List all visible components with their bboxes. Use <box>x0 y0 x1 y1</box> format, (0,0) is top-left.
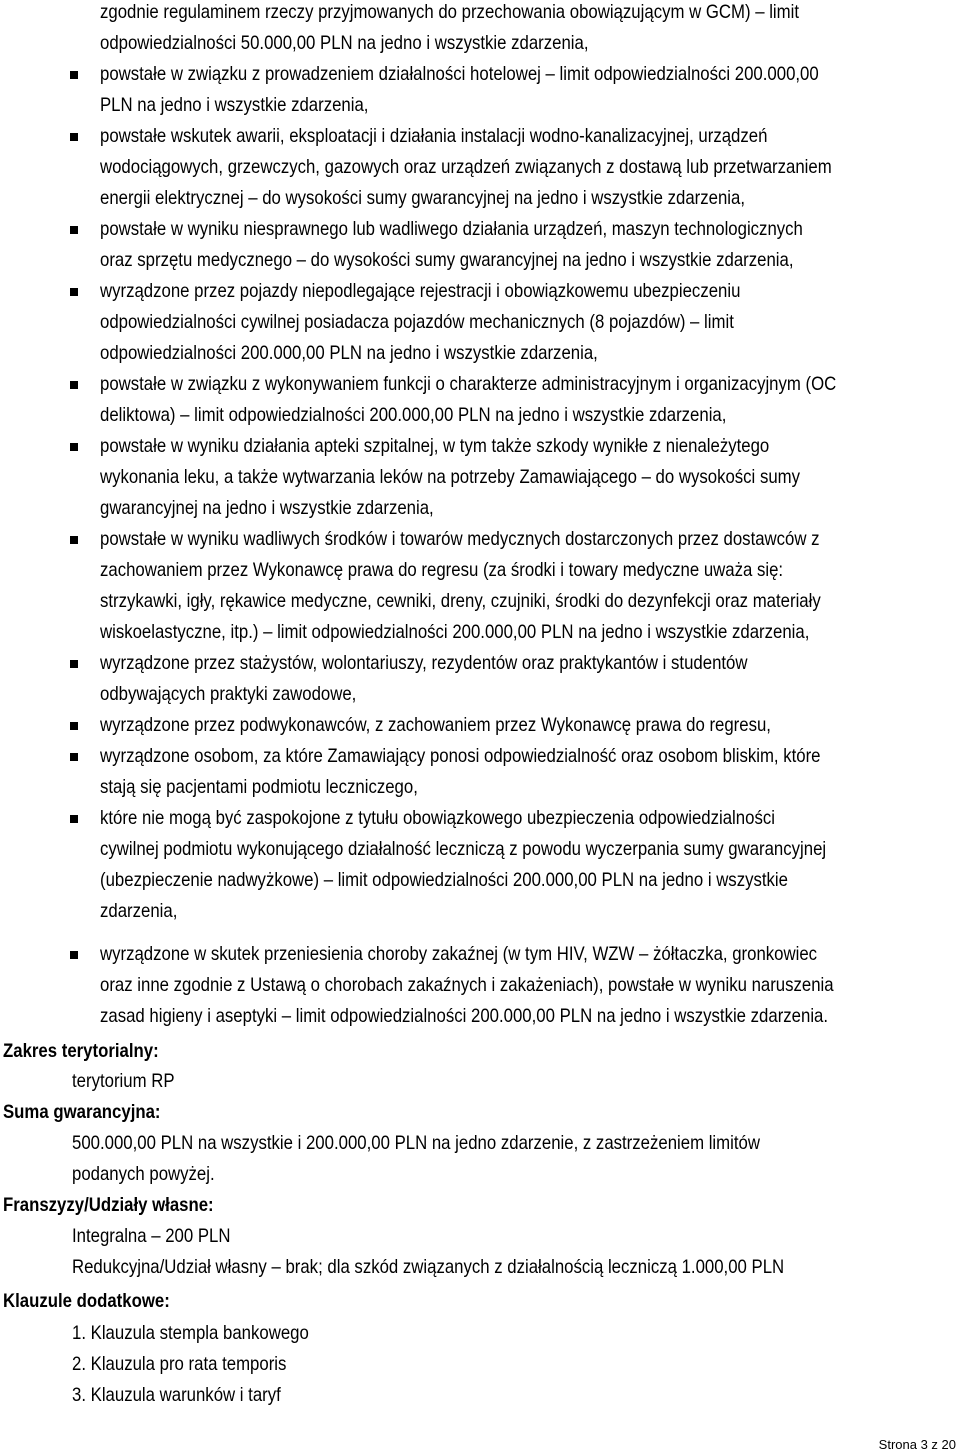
list-item-line: wyrządzone przez stażystów, wolontariuszy, rezydentów oraz praktykantów i studentów <box>100 652 748 674</box>
list-item-line: zdarzenia, <box>100 900 178 922</box>
section-body-line: 500.000,00 PLN na wszystkie i 200.000,00 PLN na jedno zdarzenie, z zastrzeżeniem limitów <box>72 1132 760 1154</box>
list-item-line: zgodnie regulaminem rzeczy przyjmowanych do przechowania obowiązującym w GCM) – limit <box>100 1 800 23</box>
list-item-line: wodociągowych, grzewczych, gazowych oraz urządzeń związanych z dostawą lub przetwarzaniem <box>100 156 832 178</box>
clause-item: 1. Klauzula stempla bankowego <box>72 1322 309 1344</box>
section-heading-sum-insured: Suma gwarancyjna: <box>3 1101 161 1123</box>
bullet-marker <box>70 951 78 959</box>
list-item-line: gwarancyjnej na jedno i wszystkie zdarzenia, <box>100 497 434 519</box>
list-item-line: wiskoelastyczne, itp.) – limit odpowiedzialności 200.000,00 PLN na jedno i wszystkie zdarzenia, <box>100 621 810 643</box>
list-item-line: zachowaniem przez Wykonawcę prawa do regresu (za środki i towary medyczne uważa się: <box>100 559 784 581</box>
section-body-line: Integralna – 200 PLN <box>72 1225 231 1247</box>
list-item-line: wyrządzone przez pojazdy niepodlegające rejestracji i obowiązkowemu ubezpieczeniu <box>100 280 741 302</box>
list-item-line: odpowiedzialności 200.000,00 PLN na jedno i wszystkie zdarzenia, <box>100 342 598 364</box>
list-item-line: powstałe w wyniku niesprawnego lub wadliwego działania urządzeń, maszyn technologicznych <box>100 218 803 240</box>
list-item-line: strzykawki, igły, rękawice medyczne, cewniki, dreny, czujniki, środki do dezynfekcji oraz materiały <box>100 590 821 612</box>
list-item-line: energii elektrycznej – do wysokości sumy gwarancyjnej na jedno i wszystkie zdarzenia, <box>100 187 746 209</box>
section-body-line: Redukcyjna/Udział własny – brak; dla szkód związanych z działalnością leczniczą 1.000,00 PLN <box>72 1256 785 1278</box>
bullet-marker <box>70 288 78 296</box>
list-item-line: powstałe w wyniku działania apteki szpitalnej, w tym także szkody wynikłe z nienależytego <box>100 435 770 457</box>
bullet-marker <box>70 722 78 730</box>
list-item-line: (ubezpieczenie nadwyżkowe) – limit odpowiedzialności 200.000,00 PLN na jedno i wszystkie <box>100 869 788 891</box>
bullet-marker <box>70 815 78 823</box>
bullet-marker <box>70 381 78 389</box>
list-item-line: wyrządzone osobom, za które Zamawiający ponosi odpowiedzialność oraz osobom bliskim, które <box>100 745 821 767</box>
list-item-line: deliktowa) – limit odpowiedzialności 200.000,00 PLN na jedno i wszystkie zdarzenia, <box>100 404 727 426</box>
list-item-line: wyrządzone w skutek przeniesienia choroby zakaźnej (w tym HIV, WZW – żółtaczka, gronkowiec <box>100 943 818 965</box>
page-number: Strona 3 z 20 <box>878 1437 956 1452</box>
list-item-line: odpowiedzialności cywilnej posiadacza pojazdów mechanicznych (8 pojazdów) – limit <box>100 311 734 333</box>
section-heading-clauses: Klauzule dodatkowe: <box>3 1290 170 1312</box>
list-item-line: oraz inne zgodnie z Ustawą o chorobach zakaźnych i zakażeniach), powstałe w wyniku naruszenia <box>100 974 834 996</box>
section-heading-territory: Zakres terytorialny: <box>3 1040 159 1062</box>
list-item-line: odpowiedzialności 50.000,00 PLN na jedno i wszystkie zdarzenia, <box>100 32 589 54</box>
list-item-line: powstałe w związku z prowadzeniem działalności hotelowej – limit odpowiedzialności 200.000,00 <box>100 63 819 85</box>
clause-item: 3. Klauzula warunków i taryf <box>72 1384 281 1406</box>
list-item-line: powstałe w wyniku wadliwych środków i towarów medycznych dostarczonych przez dostawców z <box>100 528 820 550</box>
clause-item: 2. Klauzula pro rata temporis <box>72 1353 287 1375</box>
bullet-marker <box>70 71 78 79</box>
list-item-line: cywilnej podmiotu wykonującego działalność leczniczą z powodu wyczerpania sumy gwarancyjnej <box>100 838 827 860</box>
bullet-marker <box>70 753 78 761</box>
list-item-line: PLN na jedno i wszystkie zdarzenia, <box>100 94 369 116</box>
list-item-line: zasad higieny i aseptyki – limit odpowiedzialności 200.000,00 PLN na jedno i wszystkie zdarzenia. <box>100 1005 829 1027</box>
list-item-line: odbywających praktyki zawodowe, <box>100 683 357 705</box>
list-item-line: powstałe wskutek awarii, eksploatacji i działania instalacji wodno-kanalizacyjnej, urządzeń <box>100 125 768 147</box>
list-item-line: które nie mogą być zaspokojone z tytułu obowiązkowego ubezpieczenia odpowiedzialności <box>100 807 775 829</box>
list-item-line: wyrządzone przez podwykonawców, z zachowaniem przez Wykonawcę prawa do regresu, <box>100 714 771 736</box>
bullet-marker <box>70 133 78 141</box>
bullet-marker <box>70 660 78 668</box>
bullet-marker <box>70 443 78 451</box>
section-heading-deductibles: Franszyzy/Udziały własne: <box>3 1194 214 1216</box>
section-body-line: podanych powyżej. <box>72 1163 215 1185</box>
list-item-line: powstałe w związku z wykonywaniem funkcji o charakterze administracyjnym i organizacyjnym (OC <box>100 373 837 395</box>
list-item-line: wykonania leku, a także wytwarzania leków na potrzeby Zamawiającego – do wysokości sumy <box>100 466 801 488</box>
bullet-marker <box>70 536 78 544</box>
section-body-line: terytorium RP <box>72 1070 175 1092</box>
list-item-line: oraz sprzętu medycznego – do wysokości sumy gwarancyjnej na jedno i wszystkie zdarzenia, <box>100 249 794 271</box>
bullet-marker <box>70 226 78 234</box>
list-item-line: stają się pacjentami podmiotu leczniczego, <box>100 776 418 798</box>
